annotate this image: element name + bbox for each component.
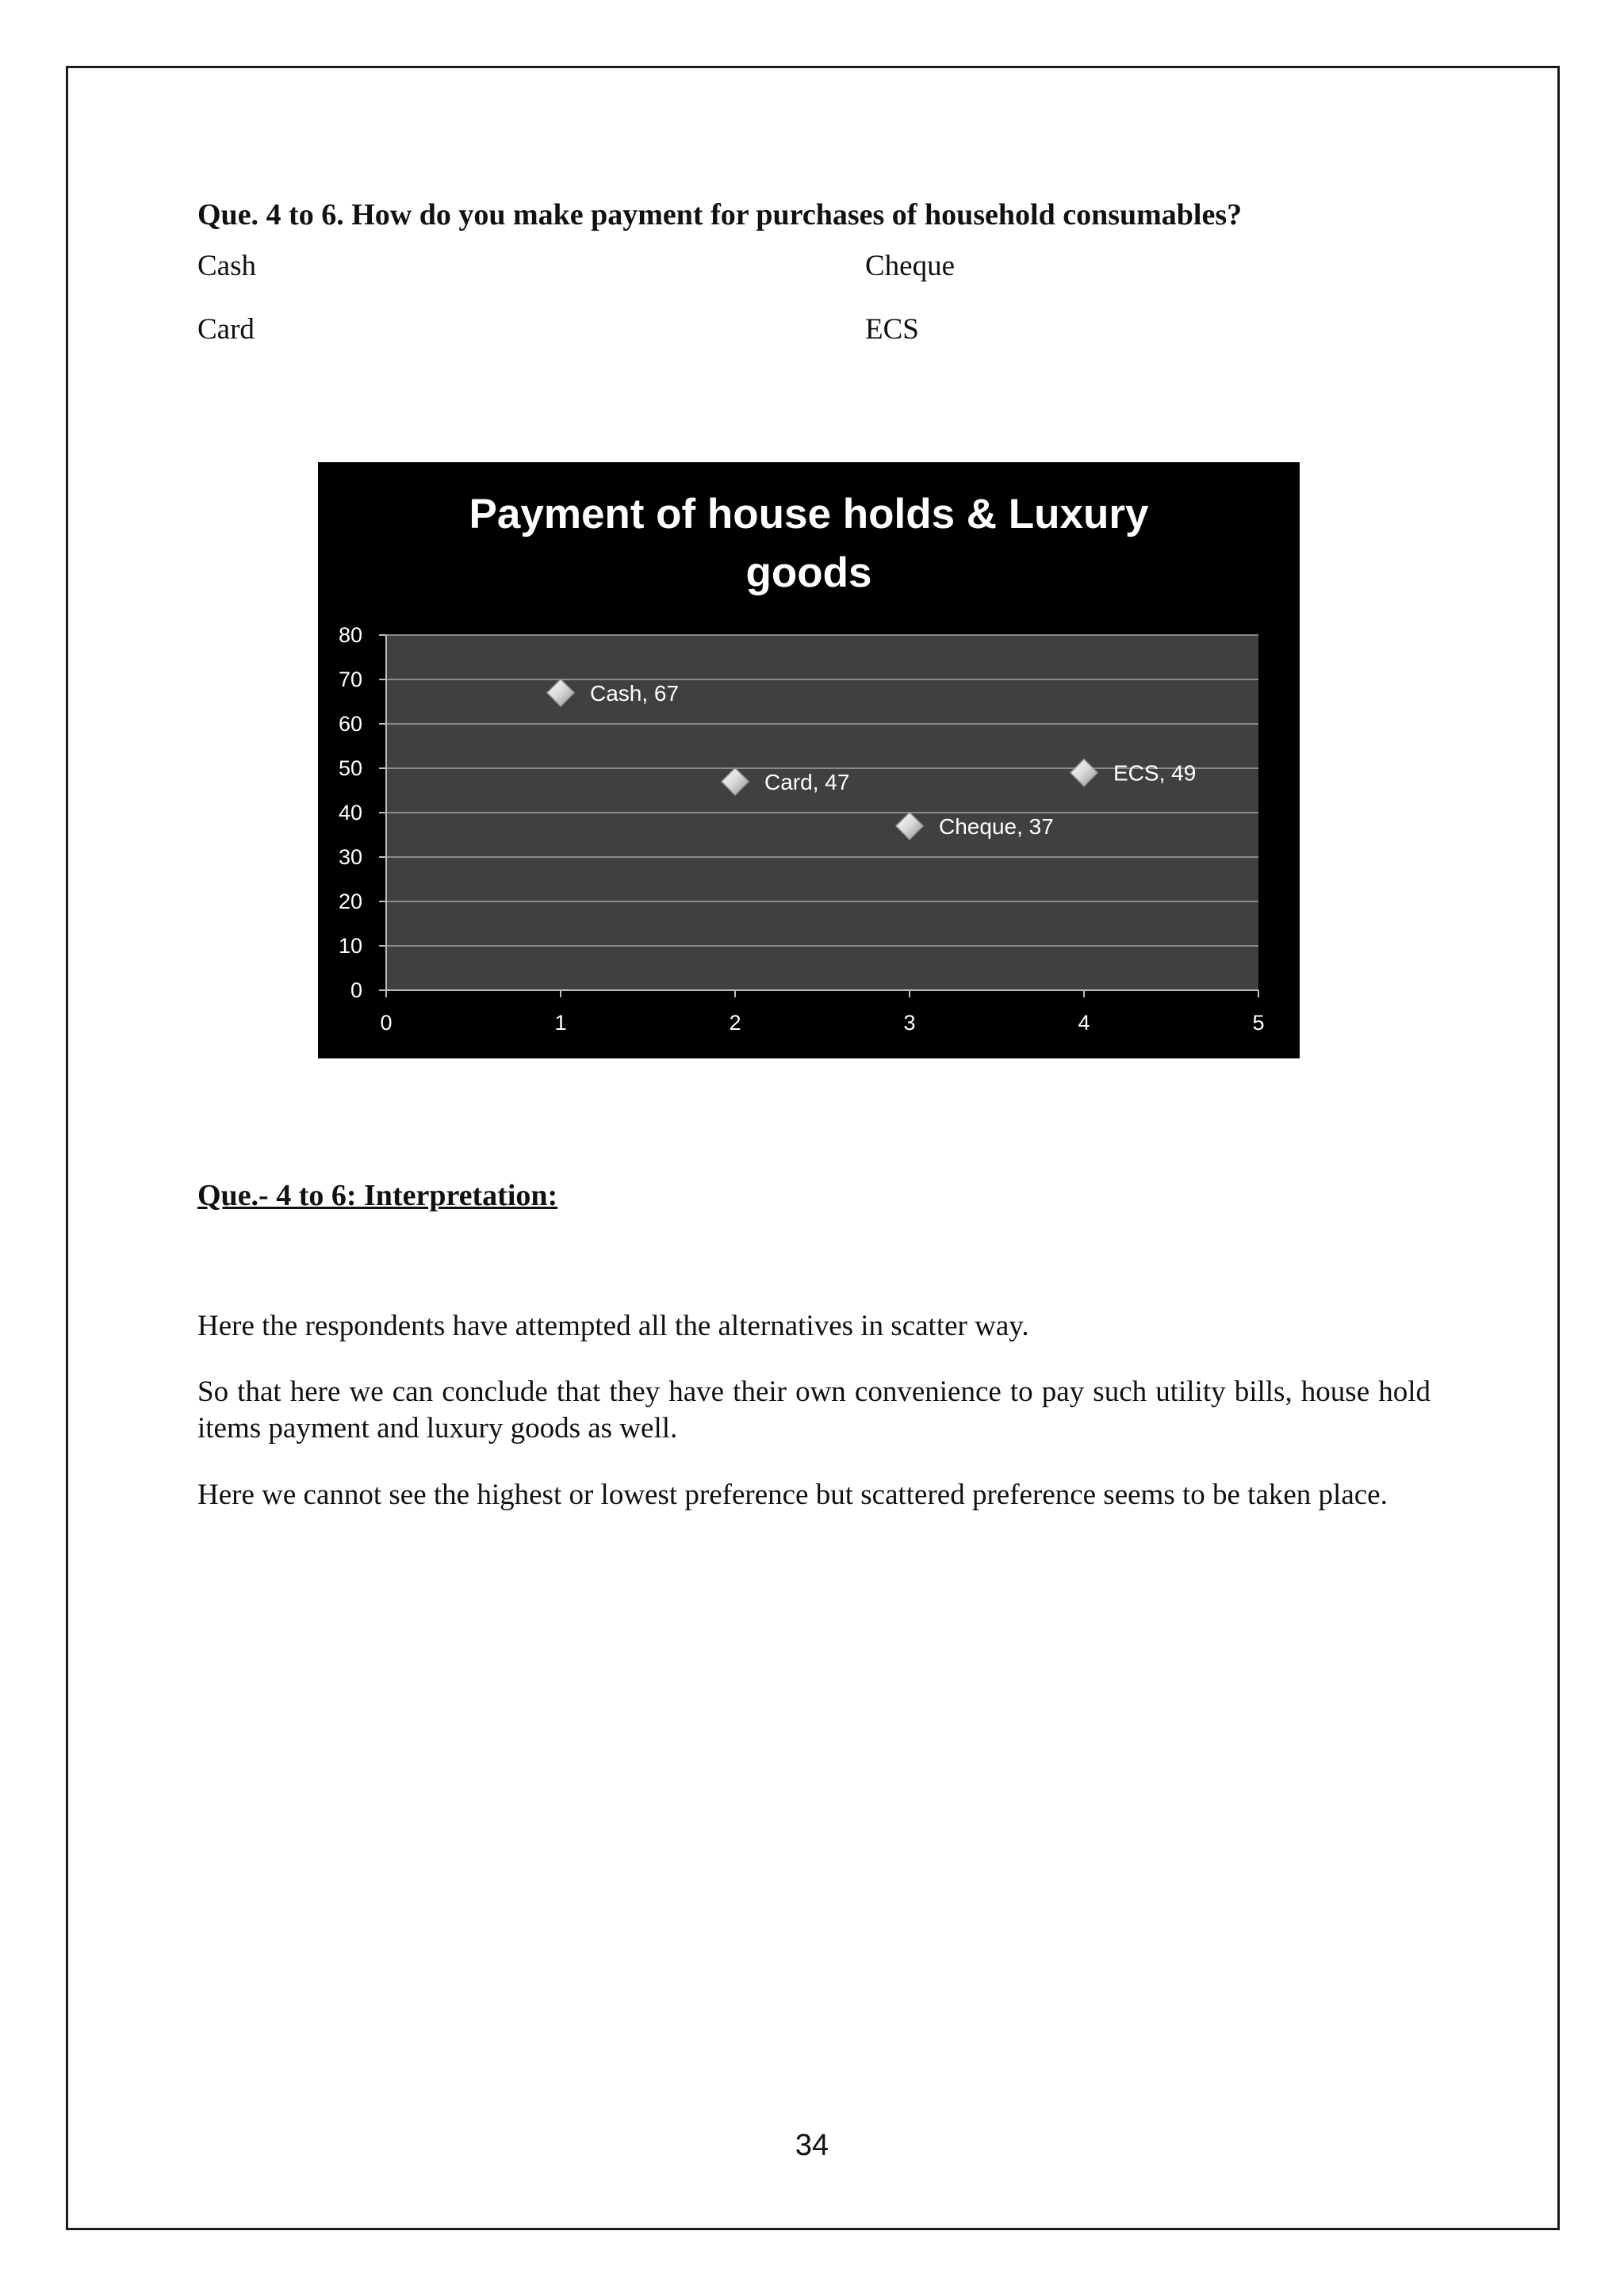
x-tick-label-1: 1: [554, 1011, 567, 1035]
scatter-chart: [318, 462, 1300, 1058]
data-label-ecs: ECS, 49: [1113, 760, 1197, 786]
y-tick-label-50: 50: [338, 756, 362, 780]
x-tick-label-0: 0: [380, 1011, 393, 1035]
option-cheque: Cheque: [865, 250, 956, 282]
y-tick-label-40: 40: [338, 801, 362, 825]
option-card: Card: [197, 313, 255, 346]
interpretation-paragraph-2: So that here we can conclude that they have their own convenience to pay such utility bills, house hold items payment and luxury goods as well.: [197, 1376, 1431, 1445]
x-tick-label-2: 2: [729, 1011, 741, 1035]
data-label-cheque: Cheque, 37: [939, 813, 1054, 839]
y-tick-label-10: 10: [338, 934, 362, 958]
chart-title-line-1: Payment of house holds & Luxury: [469, 491, 1149, 538]
y-tick-label-0: 0: [350, 978, 362, 1002]
x-tick-label-3: 3: [903, 1011, 916, 1035]
question-title: Que. 4 to 6. How do you make payment for purchases of household consumables?: [197, 198, 1243, 232]
option-ecs: ECS: [865, 313, 919, 346]
y-tick-label-70: 70: [338, 668, 362, 691]
chart-canvas: [318, 462, 1300, 1058]
interpretation-paragraph-3: Here we cannot see the highest or lowest preference but scattered preference seems to be taken place.: [197, 1479, 1388, 1511]
page-border: [66, 66, 1560, 2230]
y-tick-label-80: 80: [338, 623, 362, 647]
x-tick-label-4: 4: [1078, 1011, 1090, 1035]
data-label-card: Card, 47: [764, 769, 850, 794]
y-tick-label-60: 60: [338, 712, 362, 736]
x-tick-label-5: 5: [1252, 1011, 1265, 1035]
y-tick-label-20: 20: [338, 890, 362, 913]
data-label-cash: Cash, 67: [590, 680, 680, 706]
y-tick-label-30: 30: [338, 845, 362, 869]
chart-title-line-2: goods: [745, 549, 872, 596]
page-number: 34: [795, 2129, 829, 2162]
option-cash: Cash: [197, 250, 256, 282]
interpretation-paragraph-1: Here the respondents have attempted all the alternatives in scatter way.: [197, 1310, 1029, 1342]
interpretation-heading: Que.- 4 to 6: Interpretation:: [197, 1179, 558, 1212]
